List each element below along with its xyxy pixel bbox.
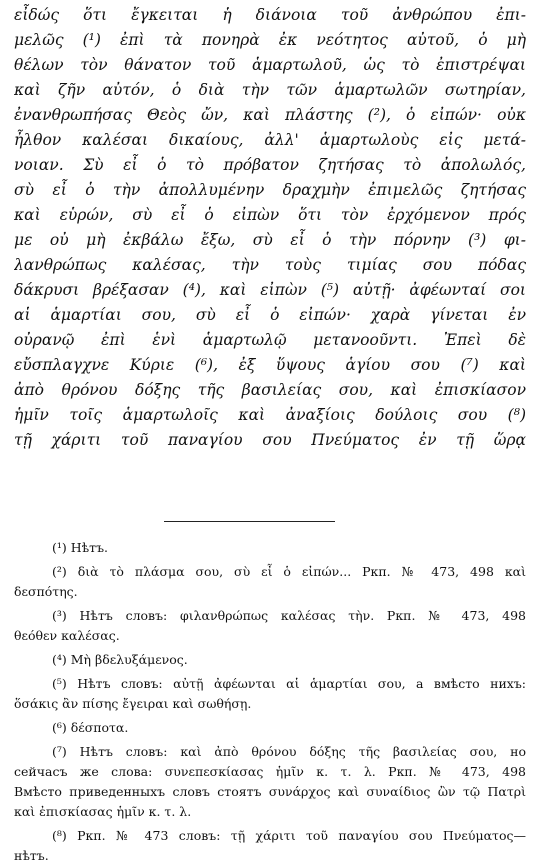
footnote-7-cont: Вмѣсто приведенныхъ словъ стоятъ συνάρχος καὶ συναίδιος ὢν τῷ Πατρὶ	[14, 784, 526, 799]
footnote-5-cont: ὅσάκις ἂν πίσης ἔγειραι καὶ σωθήσῃ.	[14, 696, 252, 711]
text-line: αἱ ἁμαρτίαι σου, σὺ εἶ ὁ εἰπών· χαρὰ γίνεται ἐν	[14, 306, 526, 324]
footnote-divider	[164, 521, 335, 522]
text-line: τῇ χάριτι τοῦ παναγίου σου Πνεύματος ἐν τῇ ὥρᾳ	[14, 431, 526, 449]
footnotes	[14, 538, 526, 866]
footnote-3: (³) Нѣтъ словъ: φιλανθρώπως καλέσας τὴν. Ркп. № 473, 498	[52, 608, 526, 623]
footnote-8: (⁸) Ркп. № 473 словъ: τῇ χάριτι τοῦ παναγίου σου Πνεύματος—	[52, 828, 526, 843]
text-line: εἶδώς ὅτι ἔγκειται ἡ διάνοια τοῦ ἀνθρώπου ἐπι-	[14, 6, 526, 24]
text-line: σὺ εἶ ὁ τὴν ἀπολλυμένην δραχμὴν ἐπιμελῶς ζητήσας	[14, 181, 526, 199]
text-line: καὶ εὑρών, σὺ εἶ ὁ εἰπὼν ὅτι τὸν ἐρχόμενον πρός	[14, 206, 526, 224]
footnote-8-cont: нѣтъ.	[14, 848, 49, 863]
text-line: νοιαν. Σὺ εἶ ὁ τὸ πρόβατον ζητήσας τὸ ἀπολωλός,	[14, 156, 526, 174]
text-line: μελῶς (¹) ἐπὶ τὰ πονηρὰ ἐκ νεότητος αὐτοῦ, ὁ μὴ	[14, 31, 526, 49]
text-line: οὐρανῷ ἐπὶ ἑνὶ ἁμαρτωλῷ μετανοοῦντι. Ἐπεὶ δὲ	[14, 331, 526, 349]
footnote-7-cont: καὶ ἐπισκίασας ἡμῖν κ. τ. λ.	[14, 804, 192, 819]
text-line: λανθρώπως καλέσας, τὴν τοὺς τιμίας σου πόδας	[14, 256, 526, 274]
text-line: ἀπὸ θρόνου δόξης τῆς βασιλείας σου, καὶ ἐπισκίασον	[14, 381, 526, 399]
footnote-2-cont: δεσπότης.	[14, 584, 78, 599]
footnote-5: (⁵) Нѣтъ словъ: αὐτῇ ἀφέωνται αἱ ἁμαρτίαι σου, а вмѣсто нихъ:	[52, 676, 526, 691]
footnote-7: (⁷) Нѣтъ словъ: καὶ ἀπὸ θρόνου δόξης τῆς βασιλείας σου, но	[52, 744, 526, 759]
main-text	[14, 3, 526, 453]
footnote-1: (¹) Нѣтъ.	[52, 540, 109, 555]
text-line: εὔσπλαγχνε Κύριε (⁶), ἐξ ὕψους ἁγίου σου (⁷) καὶ	[14, 356, 526, 374]
text-line: με οὐ μὴ ἐκβάλω ἔξω, σὺ εἶ ὁ τὴν πόρνην (³) φι-	[14, 231, 526, 249]
footnote-7-cont: сейчасъ же слова: συνεπεσκίασας ἡμῖν κ. τ. λ. Ркп. № 473, 498	[14, 764, 526, 779]
text-line: δάκρυσι βρέξασαν (⁴), καὶ εἰπὼν (⁵) αὐτῇ· ἀφέωνταί σοι	[14, 281, 526, 299]
footnote-6: (⁶) δέσποτα.	[52, 720, 129, 735]
text-line: καὶ ζῆν αὐτόν, ὁ διὰ τὴν τῶν ἁμαρτωλῶν σωτηρίαν,	[14, 81, 526, 99]
footnote-3-cont: θεόθεν καλέσας.	[14, 628, 120, 643]
text-line: ἦλθον καλέσαι δικαίους, ἀλλ' ἁμαρτωλοὺς εἰς μετά-	[14, 131, 526, 149]
text-line: ἐνανθρωπήσας Θεὸς ὤν, καὶ πλάστης (²), ὁ εἰπών· οὐκ	[14, 106, 526, 124]
footnote-4: (⁴) Μὴ βδελυξάμενος.	[52, 652, 188, 667]
text-line: ἡμῖν τοῖς ἁμαρτωλοῖς καὶ ἀναξίοις δούλοις σου (⁸)	[14, 406, 526, 424]
footnote-2: (²) διὰ τὸ πλάσμα σου, σὺ εἶ ὁ εἰπών... Ркп. № 473, 498 καὶ	[52, 564, 526, 579]
text-line: θέλων τὸν θάνατον τοῦ ἁμαρτωλοῦ, ὡς τὸ ἐπιστρέψαι	[14, 56, 526, 74]
